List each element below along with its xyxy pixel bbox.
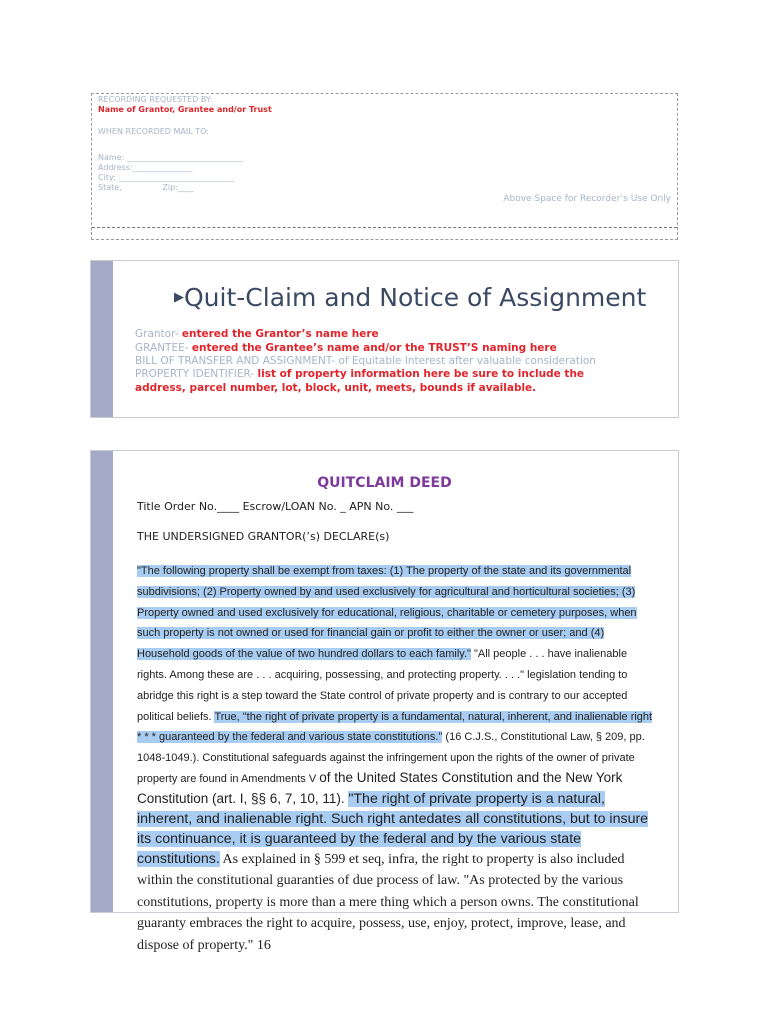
grantee-label: GRANTEE- xyxy=(135,342,192,354)
grantor-line xyxy=(135,328,379,341)
notice-panel xyxy=(90,260,679,418)
property-label: PROPERTY IDENTIFIER- xyxy=(135,368,258,380)
fundamental-right-quote: True, "the right of private property is a fundamental, natural, inherent, and inalienable right * * * guaranteed by the federal and various state constitutions." xyxy=(137,710,653,744)
exempt-quote: "The following property shall be exempt from taxes: (1) The property of the state and its governmental subdivisions; (2) Property owned by and used exclusively for agricultural and horticultural societies; (3) Property owned and used exclusively for educational, religious, charitable or cemetery purposes, when such property is not owned or used for financial gain or profit to either the owner or user; and (4) Household goods of the value of two hundred dollars to each family." xyxy=(137,565,637,661)
recording-divider xyxy=(92,227,677,228)
deed-body xyxy=(137,559,657,955)
due-process-text: As explained in § 599 et seq, infra, the right to property is also included within the constitutional guaranties of due process of law. "As protected by the various constitutions, property is more than a mere thing which a person owns. The constitutional guaranty embraces the right to acquire, possess, use, enjoy, protect, improve, lease, and dispose of property." 16 xyxy=(137,851,639,953)
panel-accent-bar xyxy=(91,261,113,417)
recording-box xyxy=(91,93,678,240)
deed-panel xyxy=(90,450,679,953)
recorder-use-label: Above Space for Recorder’s Use Only xyxy=(503,194,671,204)
declare-line: THE UNDERSIGNED GRANTOR(’s) DECLARE(s) xyxy=(137,530,390,543)
bill-of-transfer-line xyxy=(135,355,596,368)
cjs-citation-text: (16 C.J.S., Constitutional Law, § 209, pp. 1048-1049.). Constitutional safeguards against the infringement upon the rights of the owner of private property are found in Amendments V xyxy=(137,731,645,785)
notice-title-text: Quit-Claim and Notice of Assignment xyxy=(184,283,647,312)
private-property-quote: "The right of private property is a natural, inherent, and inalienable right. Such right antedates all constitutions, but to insure its continuance, it is guaranteed by the federal and by the various state constitutions. xyxy=(137,790,649,867)
grantor-label: Grantor- xyxy=(135,328,182,340)
deed-title: QUITCLAIM DEED xyxy=(317,475,452,491)
order-numbers-line: Title Order No.____ Escrow/LOAN No. _ APN No. ___ xyxy=(137,500,414,513)
panel-accent-bar xyxy=(91,451,113,912)
recording-name-line: Name of Grantor, Grantee and/or Trust xyxy=(98,105,272,114)
bullet-triangle-icon: ▶ xyxy=(174,290,184,305)
property-value: list of property information here be sure to include the xyxy=(257,368,585,380)
mail-to-label: WHEN RECORDED MAIL TO: xyxy=(98,127,209,136)
constitution-reference: of the United States Constitution and the New York Constitution (art. I, §§ 6, 7, 10, 11). xyxy=(137,769,623,806)
mail-city-field: City: _____________________________ xyxy=(98,173,235,182)
mail-address-field: Address:_______________ xyxy=(98,163,193,172)
property-identifier-line xyxy=(135,368,584,381)
property-identifier-line-2 xyxy=(135,382,536,395)
inalienable-rights-text: "All people . . . have inalienable rights. Among these are . . . acquiring, possessing, and protecting property. . . ." legislation tending to abridge this right is a step toward the State control of private property and is contrary to our accepted political beliefs. xyxy=(137,648,628,723)
bill-of-transfer-text: BILL OF TRANSFER AND ASSIGNMENT- of Equitable Interest after valuable consideration xyxy=(135,355,596,367)
mail-state-zip-field: State, Zip:____ xyxy=(98,183,194,192)
grantee-line xyxy=(135,342,557,355)
property-value-2: address, parcel number, lot, block, unit, meets, bounds if available. xyxy=(135,382,537,394)
recording-requested-label: RECORDING REQUESTED BY: xyxy=(98,95,213,104)
grantor-value: entered the Grantor’s name here xyxy=(181,328,379,340)
notice-title xyxy=(174,283,646,312)
mail-name-field: Name: _____________________________ xyxy=(98,153,243,162)
grantee-value: entered the Grantee’s name and/or the TRUST’S naming here xyxy=(191,342,557,354)
